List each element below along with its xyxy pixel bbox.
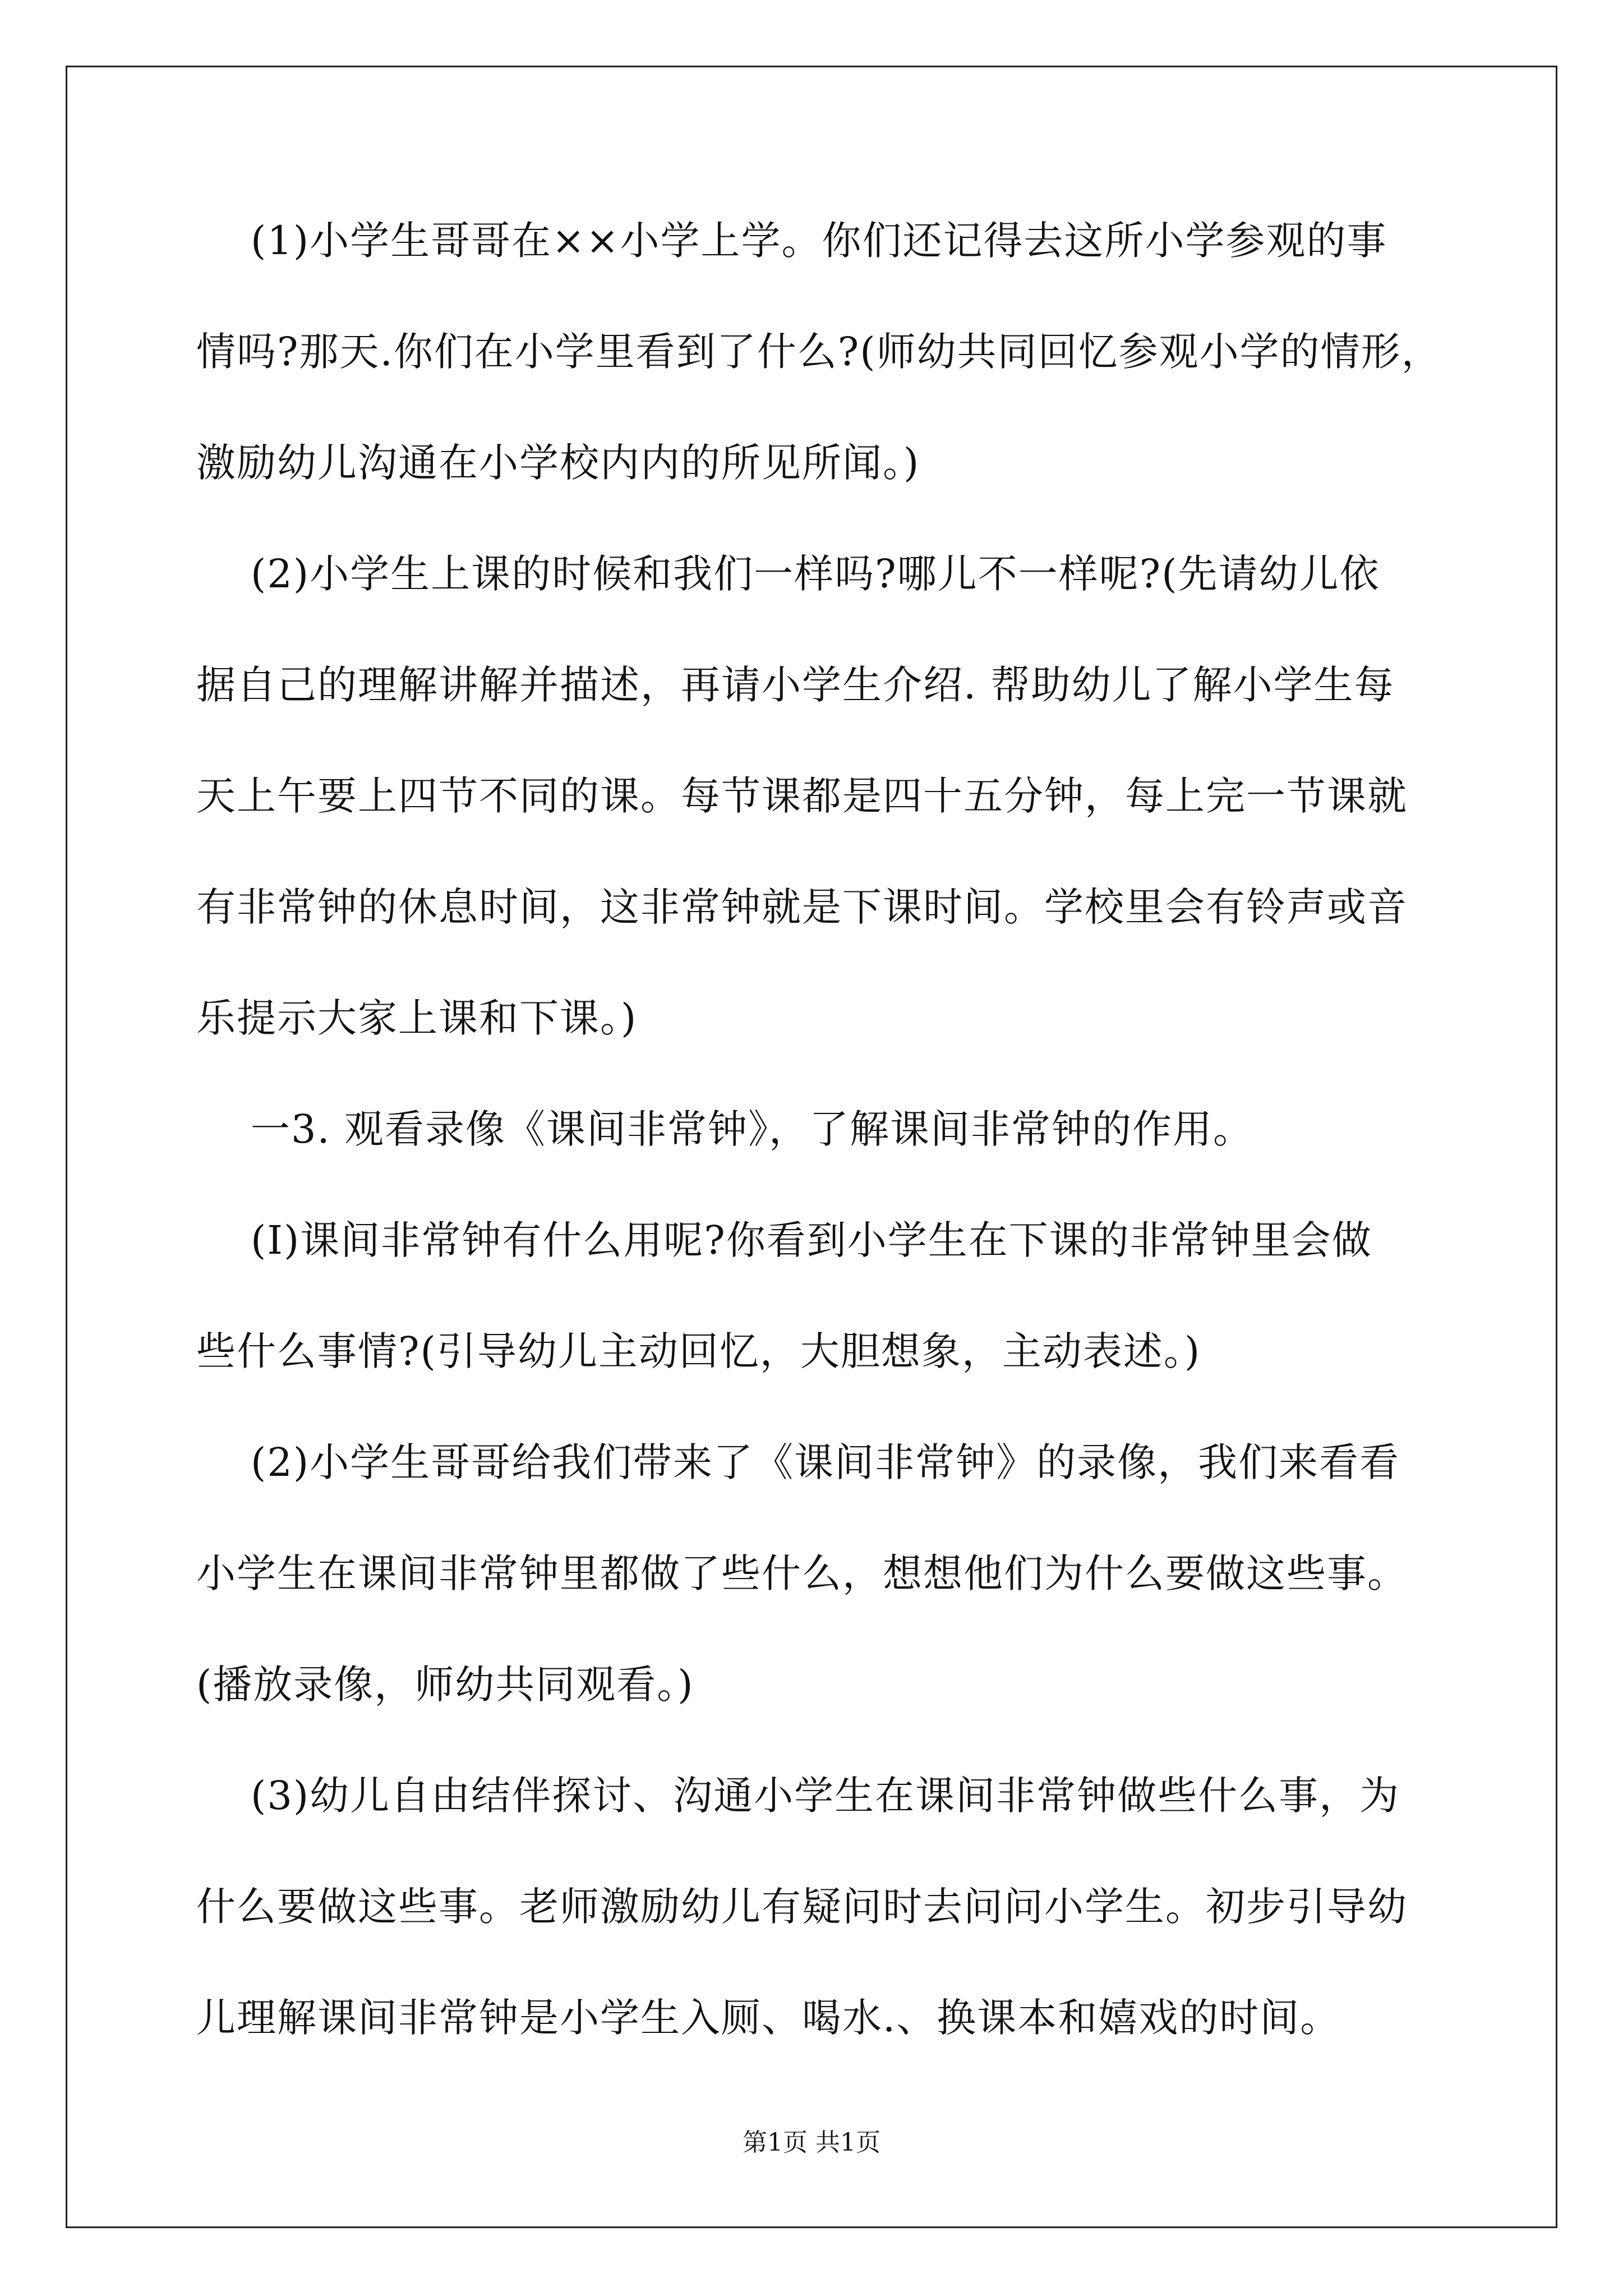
text-line: 乐提示大家上课和下课。) [196,995,638,1041]
text-line: (播放录像，师幼共同观看。) [196,1662,694,1708]
text-line: 情吗?那天.你们在小学里看到了什么?(师幼共同回忆参观小学的情形， [196,329,1442,375]
text-line: 据自己的理解讲解并描述，再请小学生介绍. 帮助幼儿了解小学生每 [196,662,1395,708]
text-line: (2)小学生哥哥给我们带来了《课间非常钟》的录像，我们来看看 [196,1439,1400,1485]
page-number: 第1页 共1页 [743,2128,880,2157]
text-line: 什么要做这些事。老师激励幼儿有疑问时去问问小学生。初步引导幼 [196,1884,1408,1930]
text-line: 一3. 观看录像《课间非常钟》，了解课间非常钟的作用。 [196,1106,1254,1152]
text-line: (I)课间非常钟有什么用呢?你看到小学生在下课的非常钟里会做 [196,1217,1372,1263]
text-line: 天上午要上四节不同的课。每节课都是四十五分钟，每上完一节课就 [196,773,1408,819]
text-line: (1)小学生哥哥在××小学上学。你们还记得去这所小学参观的事 [196,218,1387,264]
text-line: 小学生在课间非常钟里都做了些什么，想想他们为什么要做这些事。 [196,1550,1408,1596]
text-line: 些什么事情?(引导幼儿主动回忆，大胆想象，主动表述。) [196,1328,1201,1374]
text-line: 激励幼儿沟通在小学校内内的所见所闻。) [196,440,920,486]
text-line: (3)幼儿自由结伴探讨、沟通小学生在课间非常钟做些什么事，为 [196,1773,1400,1819]
text-line: 有非常钟的休息时间，这非常钟就是下课时间。学校里会有铃声或音 [196,884,1408,930]
text-line: (2)小学生上课的时候和我们一样吗?哪儿不一样呢?(先请幼儿依 [196,551,1380,597]
text-line: 儿理解课间非常钟是小学生入厕、喝水.、换课本和嬉戏的时间。 [196,1995,1341,2041]
